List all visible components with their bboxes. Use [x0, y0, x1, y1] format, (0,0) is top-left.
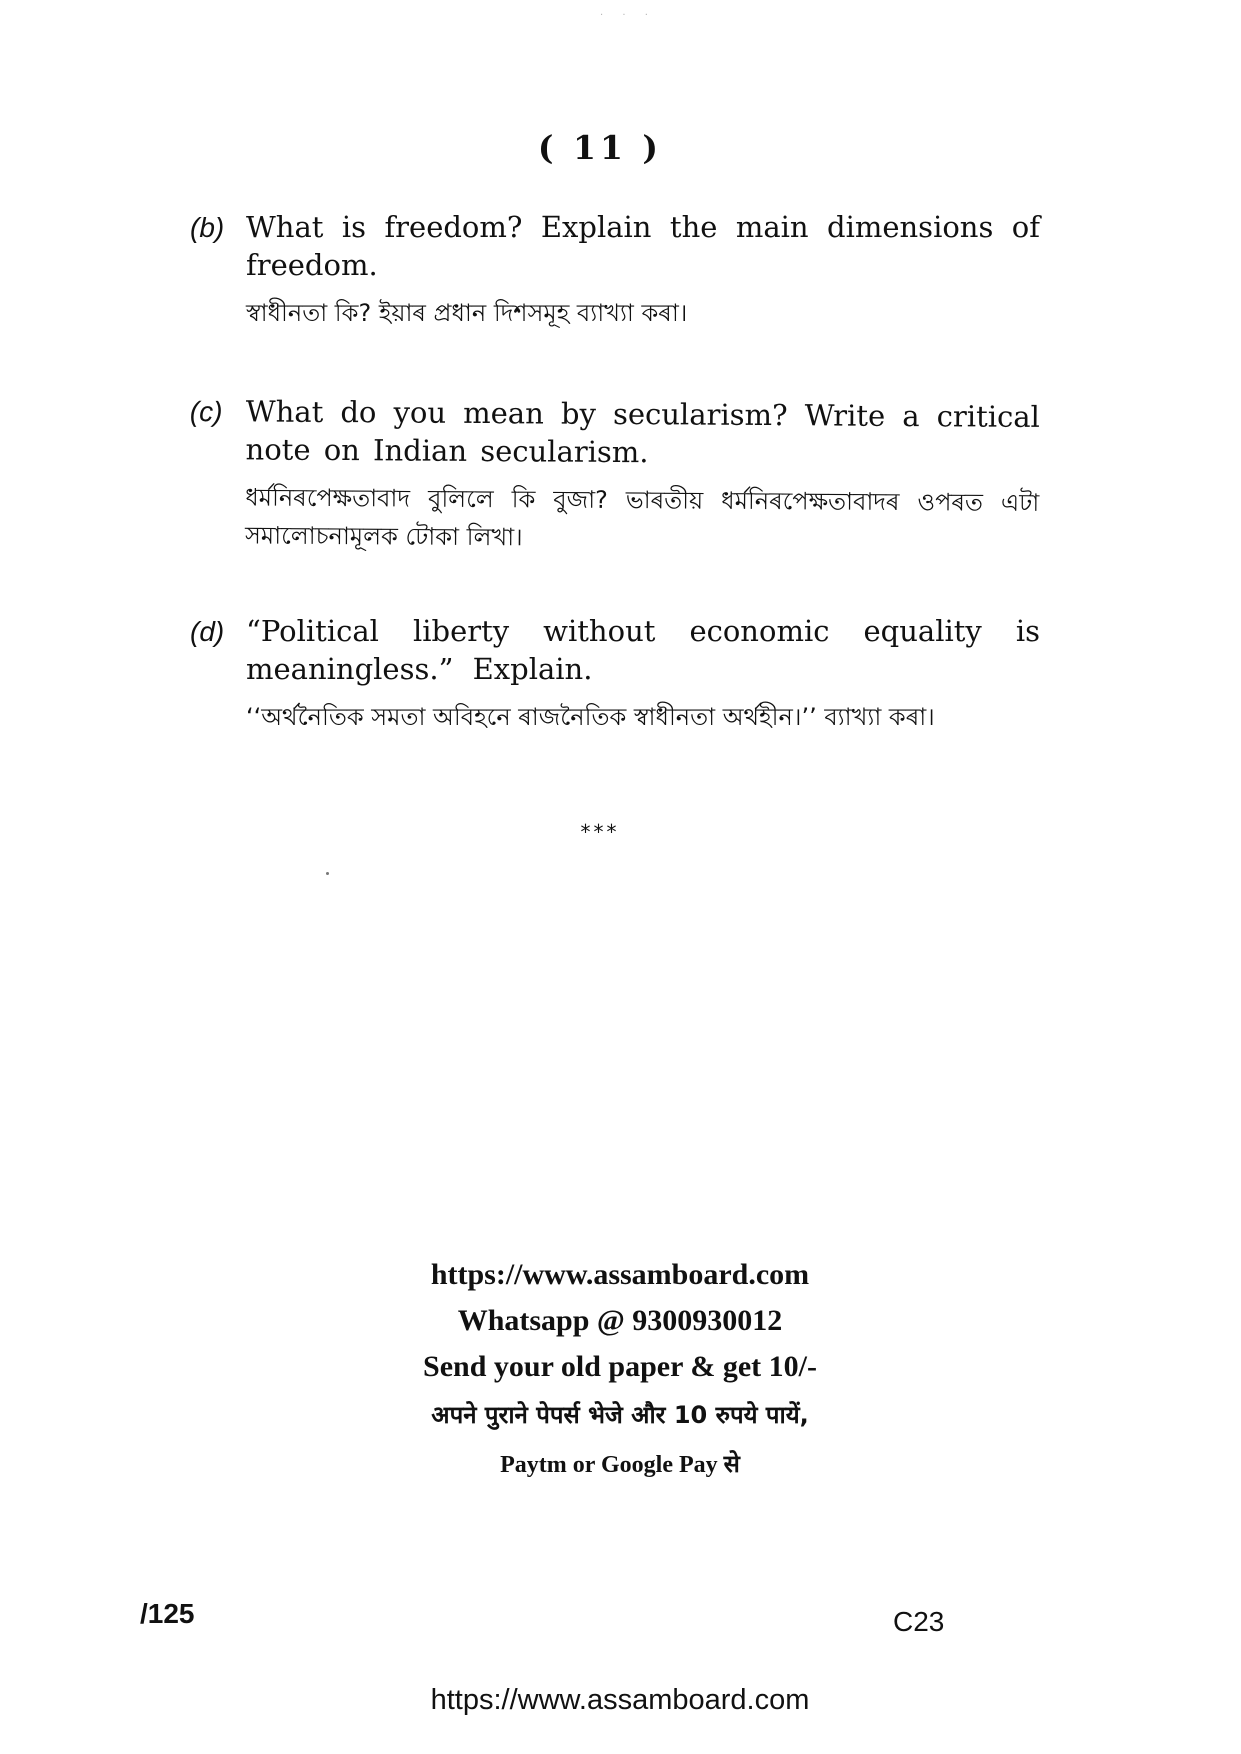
scan-speck: [326, 872, 329, 875]
paper-code-left: /125: [140, 1598, 195, 1629]
question-b: [190, 208, 1040, 332]
question-d: [190, 612, 1040, 736]
promo-whatsapp: Whatsapp @ 9300930012: [457, 1304, 783, 1337]
promo-payment: Paytm or Google Pay से: [500, 1452, 740, 1478]
question-text-english: What do you mean by secularism? Write a critical note on Indian secularism.: [245, 394, 1040, 470]
question-c: [189, 392, 1040, 560]
promo-url-link[interactable]: https://www.assamboard.com: [430, 1258, 810, 1291]
paper-code-right: C23: [893, 1606, 945, 1637]
question-label: (d): [190, 616, 225, 647]
promo-block: [340, 1252, 900, 1490]
page-number: ( 11 ): [537, 128, 663, 167]
question-text-assamese: ‘‘অৰ্থনৈতিক সমতা অবিহনে ৰাজনৈতিক স্বাধীনতা অৰ্থহীন।’’ ব্যাখ্যা কৰা।: [246, 703, 935, 731]
question-text-english: “Political liberty without economic equality is meaningless.” Explain.: [246, 614, 1040, 686]
question-label: (c): [189, 395, 223, 428]
footer-url-link[interactable]: https://www.assamboard.com: [430, 1684, 810, 1716]
scan-marks: · · ·: [600, 10, 656, 21]
question-text-english: What is freedom? Explain the main dimensions of freedom.: [246, 210, 1040, 282]
question-label: (b): [190, 212, 225, 243]
question-text-assamese: ধৰ্মনিৰপেক্ষতাবাদ বুলিলে কি বুজা? ভাৰতীয় ধৰ্মনিৰপেক্ষতাবাদৰ ওপৰত এটা সমালোচনামূলক টোকা লিখা।: [244, 483, 1040, 552]
promo-offer: Send your old paper & get 10/-: [423, 1350, 817, 1383]
promo-offer-hindi: अपने पुराने पेपर्स भेजे और 10 रुपये पायें,: [431, 1401, 809, 1429]
end-of-paper-mark: ***: [580, 820, 620, 844]
question-text-assamese: স্বাধীনতা কি? ইয়াৰ প্ৰধান দিশসমূহ ব্যাখ্যা কৰা।: [246, 299, 688, 327]
